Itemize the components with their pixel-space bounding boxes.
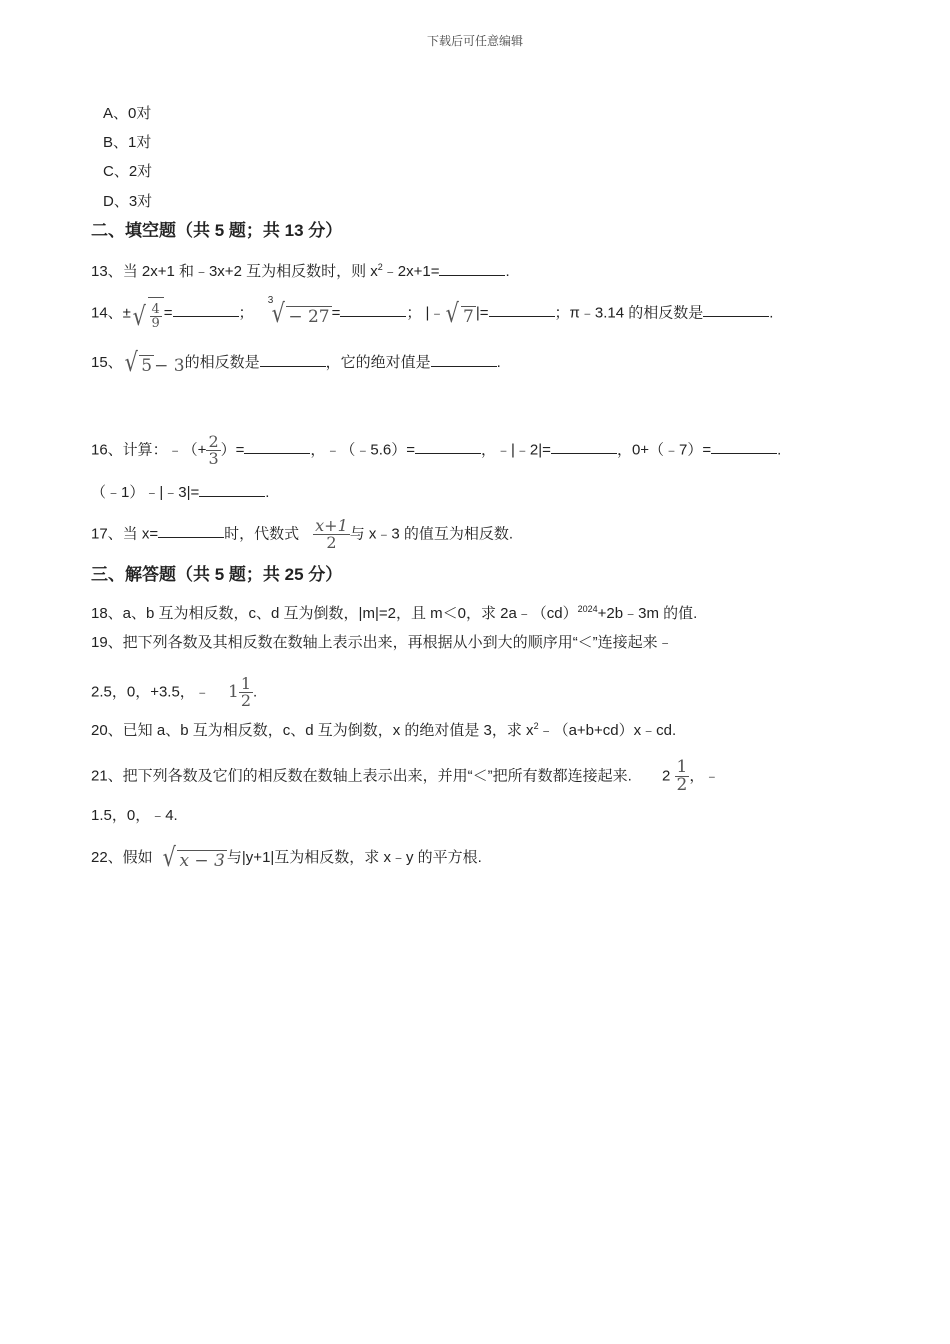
q15-num: 15、 [91, 353, 123, 371]
question-19-line2 [91, 676, 257, 709]
sqrt-5-expr [123, 350, 185, 376]
q16-end: . [777, 441, 782, 459]
answer-blank[interactable] [439, 261, 505, 276]
question-17 [91, 518, 513, 551]
answer-blank[interactable] [489, 302, 555, 317]
question-22 [91, 845, 482, 871]
fraction-numerator: 1 [240, 674, 251, 693]
q20-exponent: 2 [533, 721, 539, 731]
fraction-denominator: 9 [151, 316, 160, 331]
q17-text2: 与 x﹣3 的值互为相反数. [349, 525, 514, 543]
q16-text1: ）= [220, 441, 245, 459]
fraction-denominator: 2 [326, 533, 337, 552]
option-c: C、2对 [103, 163, 153, 180]
q16-text2: ，﹣（﹣5.6）= [310, 441, 416, 459]
root-index: 3 [267, 294, 274, 306]
cube-root-expr [267, 294, 332, 329]
mixed-whole: 1 [227, 682, 239, 702]
fraction-two-thirds [206, 434, 220, 467]
question-16-line2 [91, 482, 269, 503]
fraction-denominator: 2 [676, 775, 688, 795]
question-20 [91, 721, 676, 741]
minus-three: − 3 [154, 356, 185, 376]
question-21 [91, 759, 719, 794]
fraction-numerator: x+1 [315, 516, 348, 535]
q16-end2: . [265, 484, 270, 501]
question-21-line2: 1.5，0，﹣4. [91, 807, 178, 824]
q17-text1: 时，代数式 [224, 525, 300, 543]
section-3-title: 三、解答题（共 5 题；共 25 分） [91, 565, 343, 584]
q13-exponent: 2 [377, 262, 383, 272]
question-18 [91, 604, 697, 624]
q15-text2: ，它的绝对值是 [325, 353, 431, 371]
answer-blank[interactable] [340, 302, 406, 317]
q14-eq2: = [331, 304, 341, 322]
answer-blank[interactable] [173, 302, 239, 317]
question-13 [91, 261, 510, 282]
option-b: B、1对 [103, 134, 152, 151]
radical-icon: √ [124, 348, 138, 378]
page-header: 下载后可任意编辑 [426, 34, 523, 48]
q19-end: . [253, 683, 258, 701]
q17-num: 17、当 x= [91, 525, 159, 543]
q13-num: 13、 [91, 263, 123, 280]
q18-exponent: 2024 [577, 604, 598, 614]
q14-num: 14、± [91, 304, 131, 322]
q18-text: 18、a、b 互为相反数，c、d 互为倒数，|m|=2，且 m＜0，求 2a﹣（cd） [91, 605, 578, 622]
q13-text2: ﹣2x+1= [382, 263, 440, 280]
question-19: 19、把下列各数及其相反数在数轴上表示出来，再根据从小到大的顺序用“＜”连接起来﹣ [91, 634, 673, 651]
q14-abs-close: |= [475, 304, 489, 322]
mixed-whole: 2 [662, 767, 671, 785]
q15-end: . [496, 353, 501, 371]
answer-blank[interactable] [158, 523, 224, 538]
q16-line2-text: （﹣1）﹣|﹣3|= [91, 484, 200, 501]
sqrt-fraction-expr [131, 297, 164, 330]
question-15 [91, 350, 501, 376]
q18-text2: +2b﹣3m 的值. [597, 605, 698, 622]
q20-text: 20、已知 a、b 互为相反数，c、d 互为倒数，x 的绝对值是 3，求 x [91, 722, 534, 739]
cube-root-radicand: − 27 [288, 306, 330, 327]
sqrt-radicand: 5 [141, 356, 153, 376]
question-14 [91, 294, 774, 332]
answer-blank[interactable] [260, 352, 326, 367]
q22-text: 与|y+1|互为相反数，求 x﹣y 的平方根. [226, 848, 482, 866]
sqrt-x-minus-3-expr [161, 845, 227, 871]
q21-text: 21、把下列各数及它们的相反数在数轴上表示出来，并用“＜”把所有数都连接起来. [91, 767, 632, 785]
sqrt-radicand: x − 3 [179, 851, 225, 871]
q22-num: 22、假如 [91, 848, 153, 866]
question-16 [91, 434, 781, 467]
mixed-number [228, 676, 253, 709]
q13-end: . [505, 263, 510, 280]
answer-blank[interactable] [703, 302, 769, 317]
answer-blank[interactable] [244, 439, 310, 454]
section-2-title: 二、填空题（共 5 题；共 13 分） [91, 221, 343, 240]
q15-text1: 的相反数是 [184, 353, 260, 371]
q16-text3: ，﹣|﹣2|= [481, 441, 551, 459]
fraction-denominator: 2 [240, 691, 251, 710]
q14-sep2: ； [406, 304, 422, 322]
radical-icon: √ [162, 843, 176, 873]
option-d: D、3对 [103, 193, 153, 210]
q13-text: 当 2x+1 和﹣3x+2 互为相反数时，则 x [122, 263, 378, 280]
mixed-number [662, 759, 689, 794]
q14-abs-open: |﹣ [425, 304, 445, 322]
q21-tail: ，﹣ [689, 767, 720, 785]
option-a: A、0对 [103, 105, 152, 122]
answer-blank[interactable] [551, 439, 617, 454]
sqrt-7-expr [444, 298, 475, 329]
q14-end: . [769, 304, 774, 322]
q16-num: 16、计算：﹣（+ [91, 441, 207, 459]
q19-numbers: 2.5，0，+3.5，﹣ [91, 683, 210, 701]
fraction-denominator: 3 [208, 449, 219, 468]
fraction-x-plus-1-over-2 [313, 518, 350, 551]
answer-blank[interactable] [415, 439, 481, 454]
q14-sep1: ； [238, 304, 254, 322]
q14-sep3: ；π﹣3.14 的相反数是 [554, 304, 704, 322]
answer-blank[interactable] [711, 439, 777, 454]
q16-text4: ，0+（﹣7）= [616, 441, 712, 459]
answer-blank[interactable] [431, 352, 497, 367]
answer-blank[interactable] [199, 482, 265, 497]
radical-icon: √ [271, 298, 285, 329]
radical-icon: √ [132, 302, 146, 332]
q14-eq1: = [163, 304, 173, 322]
sqrt-radicand: 7 [463, 306, 474, 327]
fraction-numerator: 1 [676, 757, 688, 777]
q20-text2: ﹣（a+b+cd）x﹣cd. [538, 722, 677, 739]
fraction-numerator: 4 [151, 302, 160, 317]
radical-icon: √ [446, 298, 460, 329]
fraction-numerator: 2 [208, 432, 219, 451]
